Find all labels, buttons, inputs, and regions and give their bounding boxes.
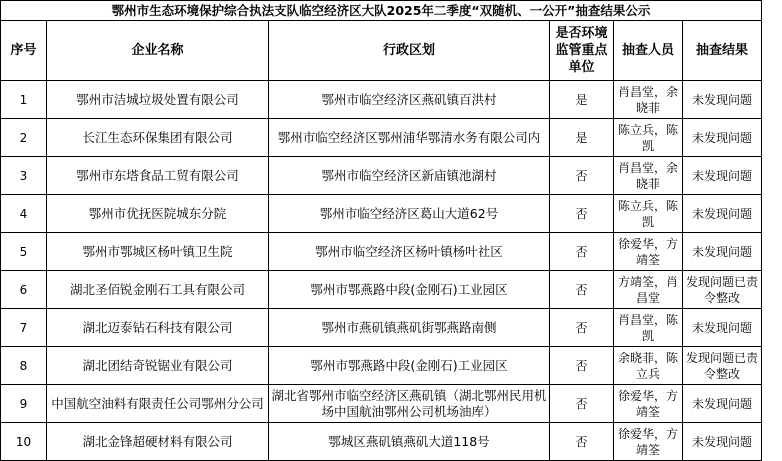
cell-result[interactable]: 未发现问题 <box>683 233 762 271</box>
table-row <box>1 309 762 347</box>
cell-result[interactable]: 未发现问题 <box>683 195 762 233</box>
cell-company[interactable]: 鄂州市东塔食品工贸有限公司 <box>47 157 269 195</box>
table-title[interactable]: 鄂州市生态环境保护综合执法支队临空经济区大队2025年二季度“双随机、一公开”抽查结果公示 <box>1 1 762 21</box>
cell-company[interactable]: 长江生态环保集团有限公司 <box>47 119 269 157</box>
cell-key-unit[interactable]: 是 <box>550 119 614 157</box>
cell-company[interactable]: 湖北金锋超硬材料有限公司 <box>47 423 269 461</box>
cell-key-unit[interactable]: 否 <box>550 309 614 347</box>
cell-seq[interactable]: 9 <box>1 385 47 423</box>
cell-area[interactable]: 鄂州市临空经济区杨叶镇杨叶社区 <box>269 233 550 271</box>
cell-result[interactable]: 未发现问题 <box>683 309 762 347</box>
cell-area[interactable]: 鄂州市鄂燕路中段(金刚石)工业园区 <box>269 347 550 385</box>
cell-key-unit[interactable]: 否 <box>550 195 614 233</box>
table-row <box>1 157 762 195</box>
cell-area[interactable]: 鄂州市燕矶镇燕矶街鄂燕路南侧 <box>269 309 550 347</box>
cell-result[interactable]: 未发现问题 <box>683 119 762 157</box>
cell-result[interactable]: 未发现问题 <box>683 423 762 461</box>
cell-area[interactable]: 鄂城区燕矶镇燕矶大道118号 <box>269 423 550 461</box>
cell-area[interactable]: 鄂州市临空经济区新庙镇池湖村 <box>269 157 550 195</box>
cell-inspectors[interactable]: 肖昌堂，余晓菲 <box>614 81 683 119</box>
cell-area[interactable]: 鄂州市临空经济区葛山大道62号 <box>269 195 550 233</box>
cell-seq[interactable]: 4 <box>1 195 47 233</box>
table-row <box>1 271 762 309</box>
cell-result[interactable]: 未发现问题 <box>683 81 762 119</box>
cell-inspectors[interactable]: 方靖筌，肖昌堂 <box>614 271 683 309</box>
cell-result[interactable]: 发现问题已责令整改 <box>683 271 762 309</box>
cell-area[interactable]: 鄂州市鄂燕路中段(金刚石)工业园区 <box>269 271 550 309</box>
cell-inspectors[interactable]: 徐爱华，方靖筌 <box>614 385 683 423</box>
cell-seq[interactable]: 7 <box>1 309 47 347</box>
header-inspectors[interactable]: 抽查人员 <box>614 21 683 81</box>
table-row <box>1 119 762 157</box>
table-row <box>1 233 762 271</box>
table-row <box>1 423 762 461</box>
cell-company[interactable]: 湖北迈泰钻石科技有限公司 <box>47 309 269 347</box>
cell-company[interactable]: 鄂州市洁城垃圾处置有限公司 <box>47 81 269 119</box>
cell-inspectors[interactable]: 徐爱华，方靖筌 <box>614 233 683 271</box>
header-area[interactable]: 行政区划 <box>269 21 550 81</box>
cell-key-unit[interactable]: 是 <box>550 81 614 119</box>
cell-result[interactable]: 发现问题已责令整改 <box>683 347 762 385</box>
cell-key-unit[interactable]: 否 <box>550 233 614 271</box>
table-row <box>1 81 762 119</box>
title-row <box>1 1 762 21</box>
header-key-unit[interactable]: 是否环境监管重点单位 <box>550 21 614 81</box>
cell-seq[interactable]: 3 <box>1 157 47 195</box>
cell-key-unit[interactable]: 否 <box>550 423 614 461</box>
cell-company[interactable]: 鄂州市优抚医院城东分院 <box>47 195 269 233</box>
header-result[interactable]: 抽查结果 <box>683 21 762 81</box>
cell-seq[interactable]: 8 <box>1 347 47 385</box>
cell-seq[interactable]: 1 <box>1 81 47 119</box>
cell-seq[interactable]: 2 <box>1 119 47 157</box>
cell-area[interactable]: 湖北省鄂州市临空经济区燕矶镇（湖北鄂州民用机场中国航油鄂州公司机场油库） <box>269 385 550 423</box>
cell-company[interactable]: 湖北圣佰锐金刚石工具有限公司 <box>47 271 269 309</box>
cell-company[interactable]: 中国航空油料有限责任公司鄂州分公司 <box>47 385 269 423</box>
cell-seq[interactable]: 10 <box>1 423 47 461</box>
table-row <box>1 347 762 385</box>
cell-inspectors[interactable]: 徐爱华，方靖筌 <box>614 423 683 461</box>
header-row <box>1 21 762 81</box>
cell-key-unit[interactable]: 否 <box>550 271 614 309</box>
cell-seq[interactable]: 5 <box>1 233 47 271</box>
table-row <box>1 385 762 423</box>
cell-seq[interactable]: 6 <box>1 271 47 309</box>
cell-inspectors[interactable]: 肖昌堂，余晓菲 <box>614 157 683 195</box>
cell-area[interactable]: 鄂州市临空经济区燕矶镇百洪村 <box>269 81 550 119</box>
header-company[interactable]: 企业名称 <box>47 21 269 81</box>
cell-inspectors[interactable]: 肖昌堂，陈凯 <box>614 309 683 347</box>
cell-key-unit[interactable]: 否 <box>550 157 614 195</box>
cell-result[interactable]: 未发现问题 <box>683 385 762 423</box>
cell-company[interactable]: 鄂州市鄂城区杨叶镇卫生院 <box>47 233 269 271</box>
cell-inspectors[interactable]: 余晓菲，陈立兵 <box>614 347 683 385</box>
cell-company[interactable]: 湖北团结奇锐锯业有限公司 <box>47 347 269 385</box>
cell-key-unit[interactable]: 否 <box>550 385 614 423</box>
cell-area[interactable]: 鄂州市临空经济区鄂州浦华鄂清水务有限公司内 <box>269 119 550 157</box>
header-seq[interactable]: 序号 <box>1 21 47 81</box>
cell-result[interactable]: 未发现问题 <box>683 157 762 195</box>
cell-inspectors[interactable]: 陈立兵，陈凯 <box>614 119 683 157</box>
cell-inspectors[interactable]: 陈立兵，陈凯 <box>614 195 683 233</box>
table-row <box>1 195 762 233</box>
cell-key-unit[interactable]: 否 <box>550 347 614 385</box>
